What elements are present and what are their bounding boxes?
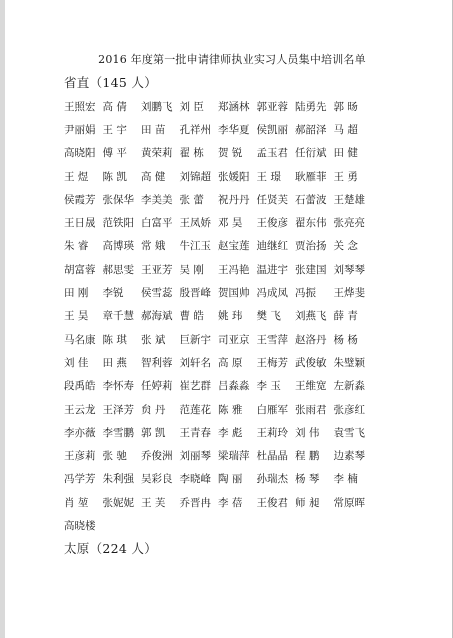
trainee-name: 侯凯丽: [256, 123, 288, 136]
trainee-name: 王彦莉: [64, 450, 96, 463]
trainee-name: 陈 凯: [102, 170, 127, 183]
trainee-name: 胡富蓉: [64, 263, 96, 276]
trainee-name: 郭 凯: [141, 426, 166, 439]
trainee-name: 吕淼淼: [218, 380, 250, 393]
name-row: [64, 258, 394, 281]
trainee-name: 王雪萍: [256, 333, 288, 346]
trainee-name: 刘轩名: [179, 356, 211, 369]
trainee-name: 樊 飞: [256, 310, 281, 323]
trainee-name: 石蕾波: [295, 193, 327, 206]
trainee-name: 刘 佳: [64, 356, 89, 369]
trainee-name: 王 璟: [256, 170, 281, 183]
trainee-name: 祝丹丹: [218, 193, 250, 206]
trainee-name: 耿雁菲: [295, 170, 327, 183]
trainee-name: 王 勇: [333, 170, 358, 183]
trainee-name: 翟 栋: [179, 147, 204, 160]
trainee-name: 李亦薇: [64, 426, 96, 439]
name-row: [64, 444, 394, 467]
trainee-name: 杨 杨: [333, 333, 358, 346]
trainee-name: 崔艺群: [179, 380, 211, 393]
trainee-name: 马名康: [64, 333, 96, 346]
trainee-name: 郭 旸: [333, 100, 358, 113]
trainee-name: 张建国: [295, 263, 327, 276]
trainee-name: 冯振: [295, 287, 316, 300]
trainee-name: 吴彩良: [141, 473, 173, 486]
trainee-name: 杨 琴: [295, 473, 320, 486]
trainee-name: 肖 堃: [64, 496, 89, 509]
trainee-name: 赵宝莲: [218, 240, 250, 253]
trainee-name: 王亚芳: [141, 263, 173, 276]
trainee-name: 牛江玉: [179, 240, 211, 253]
trainee-name: 白富平: [141, 217, 173, 230]
trainee-name: 贾治扬: [295, 240, 327, 253]
trainee-name: 高 倩: [102, 100, 127, 113]
trainee-name: 郝海斌: [141, 310, 173, 323]
trainee-name: 高晓楼: [64, 519, 96, 532]
trainee-name: 张亮亮: [333, 217, 365, 230]
trainee-name: 王楚雄: [333, 193, 365, 206]
trainee-name: 李 楠: [333, 473, 358, 486]
name-row: [64, 235, 394, 258]
trainee-name: 陆勇先: [295, 100, 327, 113]
trainee-name: 李 玉: [256, 380, 281, 393]
trainee-name: 常原晖: [333, 496, 365, 509]
trainee-name: 刘鹏飞: [141, 100, 173, 113]
trainee-name: 王 宇: [102, 123, 127, 136]
trainee-name: 范莲花: [179, 403, 211, 416]
trainee-name: 邓 昊: [218, 217, 243, 230]
trainee-name: 孙瑞杰: [256, 473, 288, 486]
trainee-name: 智利蓉: [141, 356, 173, 369]
trainee-name: 郭亚蓉: [256, 100, 288, 113]
trainee-name: 侯雪蕊: [141, 287, 173, 300]
trainee-name: 章千慧: [102, 310, 134, 323]
trainee-name: 田 燕: [102, 356, 127, 369]
name-row: [64, 328, 394, 351]
section-heading-provincial: 省直（145 人）: [64, 75, 158, 90]
trainee-name: 刘 臣: [179, 100, 204, 113]
trainee-name: 范铁阳: [102, 217, 134, 230]
trainee-name: 王云龙: [64, 403, 96, 416]
trainee-name: 陈 琪: [102, 333, 127, 346]
trainee-name: 任贤芙: [256, 193, 288, 206]
trainee-name: 田 苗: [141, 123, 166, 136]
trainee-name: 高博瑛: [102, 240, 134, 253]
trainee-name: 张 驰: [102, 450, 127, 463]
trainee-name: 张 蕾: [179, 193, 204, 206]
trainee-name: 师 昶: [295, 496, 320, 509]
name-row: [64, 375, 394, 398]
trainee-name: 高 原: [218, 356, 243, 369]
name-row: [64, 351, 394, 374]
trainee-name: 任婷莉: [141, 380, 173, 393]
trainee-name: 张保华: [102, 193, 134, 206]
trainee-name: 侯霞芳: [64, 193, 96, 206]
trainee-name: 王 煜: [64, 170, 89, 183]
trainee-name: 李锐: [102, 287, 124, 300]
trainee-name: 张彦红: [333, 403, 365, 416]
name-row: [64, 305, 394, 328]
name-row: [64, 514, 394, 537]
trainee-name: 郝思雯: [102, 263, 134, 276]
trainee-name: 马 超: [333, 123, 358, 136]
trainee-name: 刘燕飞: [295, 310, 327, 323]
trainee-name: 郝韶泽: [295, 123, 327, 136]
trainee-name: 黄荣莉: [141, 147, 173, 160]
trainee-name: 王青春: [179, 426, 211, 439]
trainee-name: 王烨斐: [333, 287, 365, 300]
trainee-name: 张妮妮: [102, 496, 134, 509]
trainee-name: 薛 青: [333, 310, 358, 323]
trainee-name: 冯成凤: [256, 287, 288, 300]
trainee-name: 王维宽: [295, 380, 327, 393]
name-row: [64, 118, 394, 141]
trainee-name: 乔晋冉: [179, 496, 211, 509]
trainee-name: 梁瑞萍: [218, 450, 250, 463]
trainee-name: 张 斌: [141, 333, 166, 346]
trainee-name: 刘 伟: [295, 426, 320, 439]
trainee-name: 段禹皓: [64, 380, 96, 393]
name-row: [64, 142, 394, 165]
trainee-name: 王 昊: [64, 310, 89, 323]
viewer-left-edge: [0, 0, 5, 638]
trainee-name: 李美美: [141, 193, 173, 206]
trainee-name: 陶 丽: [218, 473, 243, 486]
trainee-name: 王泽芳: [102, 403, 134, 416]
trainee-name: 王俊彦: [256, 217, 288, 230]
trainee-name: 袁雪飞: [333, 426, 365, 439]
name-row: [64, 468, 394, 491]
trainee-name: 迪继红: [256, 240, 288, 253]
trainee-name: 李 彪: [218, 426, 243, 439]
trainee-name: 刘丽琴: [179, 450, 211, 463]
trainee-name: 王俊君: [256, 496, 288, 509]
trainee-name: 乔俊洲: [141, 450, 173, 463]
trainee-name: 任衍斌: [295, 147, 327, 160]
name-row: [64, 165, 394, 188]
trainee-name: 王 芙: [141, 496, 166, 509]
trainee-name: 陈 雅: [218, 403, 243, 416]
name-row: [64, 211, 394, 234]
trainee-name: 田 健: [333, 147, 358, 160]
trainee-name: 郑涵林: [218, 100, 250, 113]
trainee-name: 朱璧颖: [333, 356, 365, 369]
trainee-name: 朱利强: [102, 473, 134, 486]
trainee-name: 贠 丹: [141, 403, 166, 416]
trainee-name: 傅 平: [102, 147, 127, 160]
trainee-name: 高晓阳: [64, 147, 96, 160]
trainee-name: 高 健: [141, 170, 166, 183]
name-grid-provincial: [64, 95, 394, 538]
trainee-name: 冯学芳: [64, 473, 96, 486]
trainee-name: 巨新宇: [179, 333, 211, 346]
trainee-name: 李晓峰: [179, 473, 211, 486]
trainee-name: 司亚京: [218, 333, 250, 346]
trainee-name: 边素琴: [333, 450, 365, 463]
name-row: [64, 421, 394, 444]
section-heading-taiyuan: 太原（224 人）: [64, 540, 158, 556]
document-title: 2016 年度第一批申请律师执业实习人员集中培训名单: [98, 53, 366, 66]
name-row: [64, 491, 394, 514]
trainee-name: 温进宇: [256, 263, 288, 276]
trainee-name: 李 蓓: [218, 496, 243, 509]
trainee-name: 贺国帅: [218, 287, 250, 300]
trainee-name: 王凤娇: [179, 217, 211, 230]
trainee-name: 尹丽娟: [64, 123, 96, 136]
trainee-name: 武俊敏: [295, 356, 327, 369]
trainee-name: 朱 睿: [64, 240, 89, 253]
trainee-name: 刘琴琴: [333, 263, 365, 276]
name-row: [64, 95, 394, 118]
trainee-name: 殷晋峰: [179, 287, 211, 300]
trainee-name: 王梅芳: [256, 356, 288, 369]
trainee-name: 贺 锐: [218, 147, 243, 160]
name-row: [64, 188, 394, 211]
trainee-name: 王日晟: [64, 217, 96, 230]
trainee-name: 张雨君: [295, 403, 327, 416]
trainee-name: 程 鹏: [295, 450, 320, 463]
trainee-name: 李华夏: [218, 123, 250, 136]
document-page: [64, 52, 394, 558]
trainee-name: 关 念: [333, 240, 358, 253]
trainee-name: 王照宏: [64, 100, 96, 113]
trainee-name: 杜晶晶: [256, 450, 288, 463]
trainee-name: 姚 玮: [218, 310, 243, 323]
trainee-name: 翟东伟: [295, 217, 327, 230]
trainee-name: 田 刚: [64, 287, 89, 300]
trainee-name: 李雪鹏: [102, 426, 134, 439]
trainee-name: 李怀寿: [102, 380, 134, 393]
trainee-name: 常 娥: [141, 240, 166, 253]
trainee-name: 孟玉君: [256, 147, 288, 160]
trainee-name: 刘锦超: [179, 170, 211, 183]
trainee-name: 赵洛丹: [295, 333, 327, 346]
trainee-name: 王莉玲: [256, 426, 288, 439]
trainee-name: 左新淼: [333, 380, 365, 393]
trainee-name: 孔祥州: [179, 123, 211, 136]
trainee-name: 曹 皓: [179, 310, 204, 323]
name-row: [64, 398, 394, 421]
trainee-name: 王冯艳: [218, 263, 250, 276]
trainee-name: 张媛阳: [218, 170, 250, 183]
trainee-name: 白雁军: [256, 403, 288, 416]
name-row: [64, 281, 394, 304]
trainee-name: 吴 刚: [179, 263, 204, 276]
